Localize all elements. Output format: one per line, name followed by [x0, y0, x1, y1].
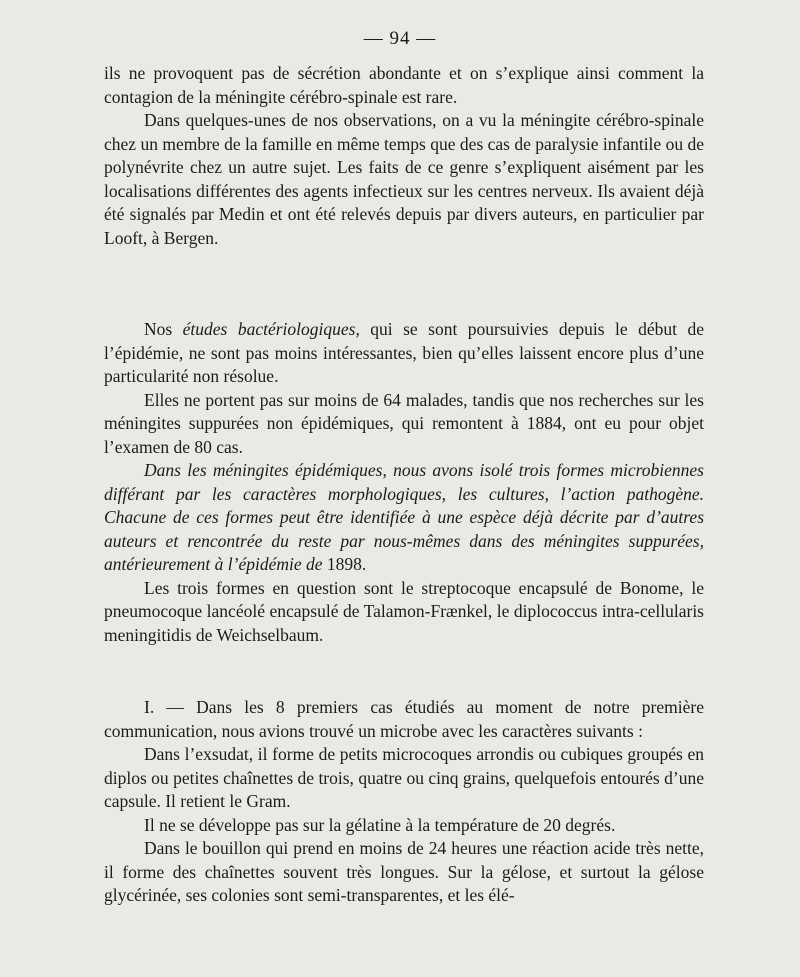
year: 1898.	[326, 554, 367, 574]
text-block-top	[104, 62, 704, 250]
italic-term: études bactériologiques	[182, 319, 356, 339]
text-block-section-one	[104, 696, 704, 908]
text-block-bacteriology	[104, 318, 704, 647]
paragraph: I. — Dans les 8 premiers cas étudiés au moment de notre première communication, nous avions trouvé un microbe avec les caractères suivants :	[104, 697, 704, 741]
paragraph: Dans l’exsudat, il forme de petits microcoques arrondis ou cubiques groupés en diplos ou petites chaînettes de trois, quatre ou cinq grains, quelquefois entourés d’une capsule. Il retient le Gram.	[104, 744, 704, 811]
text-run: Nos	[144, 319, 183, 339]
paragraph	[104, 459, 704, 577]
paragraph: Elles ne portent pas sur moins de 64 malades, tandis que nos recherches sur les méningites suppurées non épidémiques, qui remontent à 1884, ont eu pour objet l’examen de 80 cas.	[104, 389, 704, 457]
paragraph: Dans quelques-unes de nos observations, on a vu la méningite cérébro-spinale chez un membre de la famille en même temps que des cas de paralysie infantile ou de polynévrite chez un autre sujet. Les faits de ce genre s’expliquent aisément par les localisations différentes des agents infectieux sur les centres nerveux. Ils avaient déjà été signalés par Medin et ont été relevés depuis par divers auteurs, en particulier par Looft, à Bergen.	[104, 110, 704, 248]
paragraph: ils ne provoquent pas de sécrétion abondante et on s’explique ainsi comment la contagion de la méningite cérébro-spinale est rare.	[104, 63, 704, 107]
paragraph	[104, 318, 704, 389]
page-number: — 94 —	[363, 28, 437, 49]
paragraph: Il ne se développe pas sur la gélatine à la température de 20 degrés.	[144, 814, 616, 835]
italic-paragraph: Dans les méningites épidémiques, nous avons isolé trois formes microbiennes différant par les caractères morphologiques, les cultures, l’action pathogène. Chacune de ces formes peut être identifiée à une espèce déjà décrite par d’autres auteurs et rencontrée du reste par nous-mêmes dans des méningites suppurées, antérieurement à l’épidémie de	[104, 460, 704, 574]
paragraph: Dans le bouillon qui prend en moins de 24 heures une réaction acide très nette, il forme des chaînettes souvent très longues. Sur la gélose, et surtout la gélose glycérinée, ses colonies sont semi-transparentes, et les élé-	[104, 838, 704, 905]
paragraph: Les trois formes en question sont le streptocoque encapsulé de Bonome, le pneumocoque lancéolé encapsulé de Talamon-Frænkel, le diplococcus intra-cellularis meningitidis de Weichselbaum.	[104, 577, 704, 645]
text-run: , qui se sont poursuivies depuis le début de l’épidémie, ne sont pas moins intéressantes, bien qu’elles laissent encore plus d’une particularité non résolue.	[104, 319, 704, 386]
